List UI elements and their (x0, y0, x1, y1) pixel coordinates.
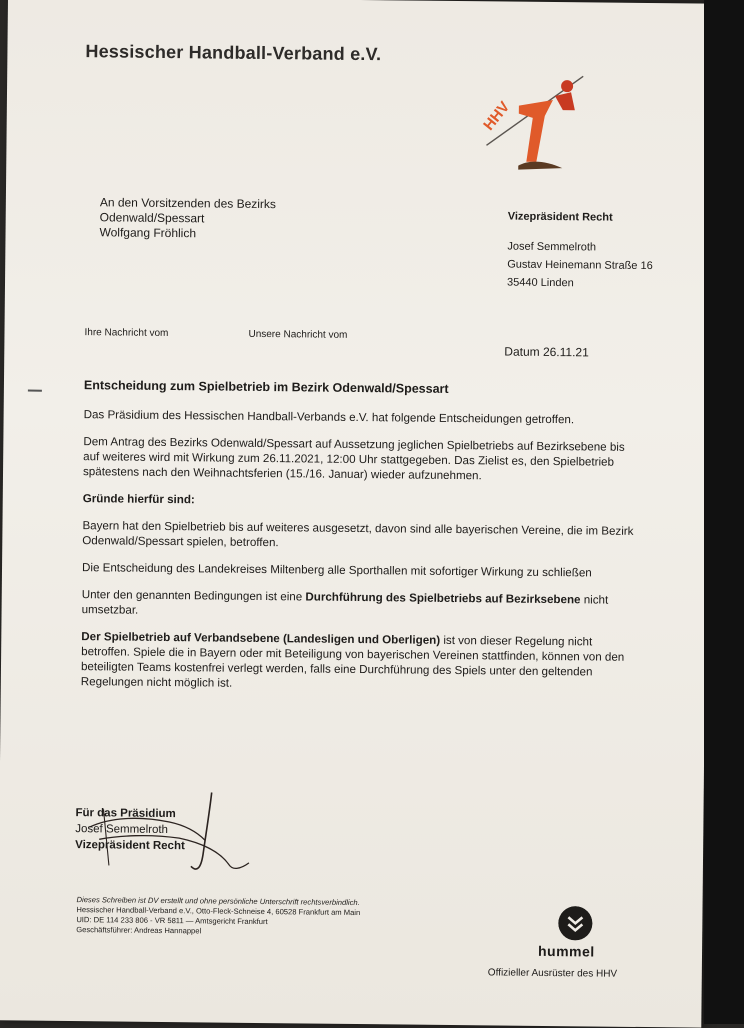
footer-ids: UID: DE 114 233 806 - VR 5811 — Amtsgericht Frankfurt (76, 915, 268, 927)
logo-text: HHV (480, 98, 514, 134)
letter-subject: Entscheidung zum Spielbetrieb im Bezirk Odenwald/Spessart (83, 378, 449, 396)
reasons-heading: Gründe hierfür sind: (82, 492, 195, 507)
text-span: nicht umsetzbar. (81, 593, 609, 617)
text-span-bold: Der Spielbetrieb auf Verbandsebene (Landesligen und Oberligen) (81, 630, 441, 647)
dark-background-edge (704, 0, 744, 1024)
signature-line: Josef Semmelroth (75, 823, 169, 837)
signature-line: Für das Präsidium (75, 807, 176, 821)
paragraph: Bayern hat den Spielbetrieb bis auf weiteres ausgesetzt, davon sind alle bayerischen Vereine, die im Bezirk Odenwald/Spessart spielen, betroffen. (82, 519, 634, 550)
hhv-logo-icon (474, 69, 595, 182)
recipient-line: An den Vorsitzenden des Bezirks (99, 195, 277, 212)
your-message-ref: Ihre Nachricht vom (84, 327, 169, 340)
text-span: Unter den genannten Bedingungen ist eine (81, 588, 306, 604)
letter-footer (76, 895, 360, 938)
hummel-bee-icon (558, 906, 592, 940)
sender-city: 35440 Linden (506, 276, 574, 290)
sender-name: Josef Semmelroth (507, 240, 597, 254)
footer-address: Hessischer Handball-Verband e.V., Otto-Fleck-Schneise 4, 60528 Frankfurt am Main (76, 905, 361, 918)
recipient-line: Wolfgang Fröhlich (99, 225, 197, 241)
sender-title: Vizepräsident Recht (507, 210, 613, 224)
recipient-address (99, 195, 276, 242)
footer-manager: Geschäftsführer: Andreas Hannappel (76, 925, 202, 936)
recipient-line: Odenwald/Spessart (99, 210, 205, 226)
sender-address (507, 208, 653, 294)
paragraph (81, 629, 642, 695)
our-message-ref: Unsere Nachricht vom (248, 328, 348, 341)
org-name: Hessischer Handball-Verband e.V. (85, 41, 382, 65)
sender-street: Gustav Heinemann Straße 16 (507, 258, 653, 273)
paragraph (82, 587, 642, 623)
letter-body (81, 378, 644, 707)
text-span-bold: Durchführung des Spielbetriebs auf Bezirksebene (305, 590, 581, 607)
paragraph: Die Entscheidung des Landekreises Miltenberg alle Sporthallen mit sofortiger Wirkung zu schließen (81, 561, 592, 580)
text-span: ist von dieser Regelung nicht betroffen. Spiele die in Bayern oder mit Beteiligung von bayerischen Vereinen stattfinden, können von den beteiligten Teams kostenfrei verlegt werden, falls eine Durchführung des Spiels unter den geltenden Regelungen nicht möglich ist. (80, 633, 625, 690)
signature-block (75, 805, 185, 854)
letter-date: Datum 26.11.21 (504, 344, 589, 360)
paragraph: Dem Antrag des Bezirks Odenwald/Spessart auf Aussetzung jeglichen Spielbetriebs auf Bezirksebene bis auf weiteres wird mit Wirkung zum 26.11.2021, 12:00 Uhr stattgegeben. Das Zielist es, den Spielbetrieb spätestens nach den Weihnachtsferien (15./16. Januar) wieder aufzunehmen. (82, 435, 625, 483)
signature-line: Vizepräsident Recht (75, 839, 185, 853)
paragraph: Das Präsidium des Hessischen Handball-Verbands e.V. hat folgende Entscheidungen getroffen. (83, 408, 575, 427)
hummel-brand: hummel (537, 942, 595, 960)
official-outfitter: Offizieller Ausrüster des HHV (487, 967, 618, 980)
footer-note: Dieses Schreiben ist DV erstellt und ohne persönliche Unterschrift rechtsverbindlich. (76, 895, 360, 908)
fold-mark (28, 390, 42, 392)
